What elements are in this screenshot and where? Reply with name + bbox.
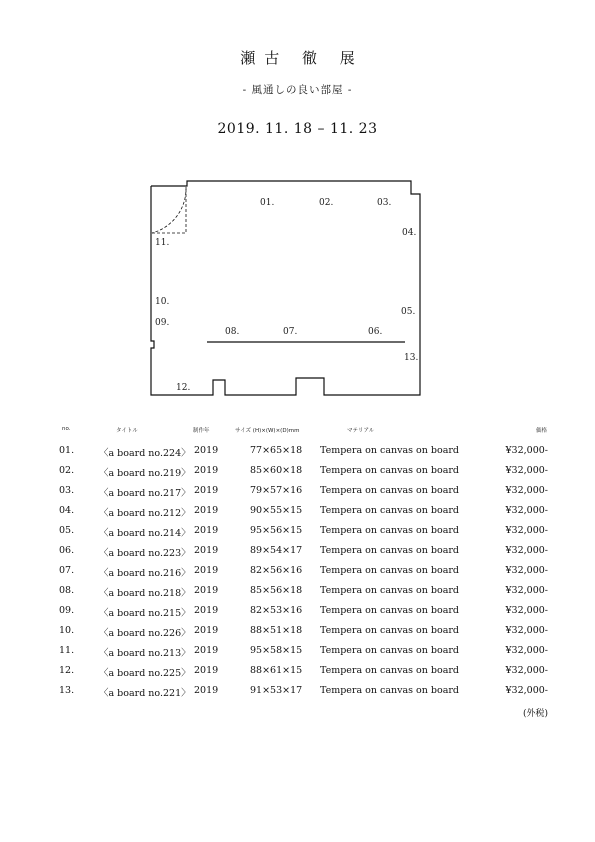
header-price: 価格 (535, 428, 547, 434)
header-title: タイトル (116, 428, 138, 434)
row-title: 〈a board no.221〉 (99, 688, 191, 699)
row-title: 〈a board no.223〉 (99, 548, 191, 559)
row-material: Tempera on canvas on board (320, 625, 459, 636)
table-row (0, 465, 595, 481)
table-row (0, 525, 595, 541)
row-year: 2019 (194, 505, 219, 516)
row-price: ¥32,000- (505, 505, 548, 516)
row-title: 〈a board no.213〉 (99, 648, 191, 659)
door-frame (152, 187, 186, 233)
plan-label-07: 07. (283, 327, 298, 337)
row-no: 12. (59, 665, 75, 676)
row-title: 〈a board no.225〉 (99, 668, 191, 679)
row-price: ¥32,000- (505, 545, 548, 556)
row-material: Tempera on canvas on board (320, 465, 459, 476)
row-title: 〈a board no.224〉 (99, 448, 191, 459)
row-no: 13. (59, 685, 75, 696)
row-title: 〈a board no.216〉 (99, 568, 191, 579)
table-row (0, 505, 595, 521)
row-year: 2019 (194, 565, 219, 576)
row-no: 05. (59, 525, 75, 536)
row-size: 85×56×18 (250, 585, 303, 596)
row-price: ¥32,000- (505, 445, 548, 456)
table-row (0, 605, 595, 621)
row-no: 03. (59, 485, 75, 496)
row-size: 79×57×16 (250, 485, 303, 496)
table-row (0, 485, 595, 501)
plan-label-02: 02. (319, 198, 334, 208)
exhibition-dates: 2019. 11. 18 – 11. 23 (217, 121, 378, 137)
table-row (0, 565, 595, 581)
row-material: Tempera on canvas on board (320, 645, 459, 656)
row-no: 07. (59, 565, 75, 576)
row-size: 77×65×18 (250, 445, 303, 456)
row-no: 02. (59, 465, 75, 476)
exhibition-subtitle: - 風通しの良い部屋 - (242, 84, 353, 96)
table-row (0, 545, 595, 561)
table-row (0, 665, 595, 681)
row-year: 2019 (194, 485, 219, 496)
plan-label-09: 09. (155, 318, 170, 328)
row-material: Tempera on canvas on board (320, 565, 459, 576)
table-row (0, 585, 595, 601)
table-row (0, 625, 595, 641)
row-year: 2019 (194, 525, 219, 536)
row-year: 2019 (194, 445, 219, 456)
row-no: 06. (59, 545, 75, 556)
tax-note: (外税) (522, 709, 548, 719)
row-material: Tempera on canvas on board (320, 525, 459, 536)
row-material: Tempera on canvas on board (320, 665, 459, 676)
row-size: 95×56×15 (250, 525, 303, 536)
plan-label-11: 11. (155, 238, 170, 248)
table-row (0, 445, 595, 461)
row-size: 91×53×17 (250, 685, 303, 696)
row-year: 2019 (194, 605, 219, 616)
row-price: ¥32,000- (505, 645, 548, 656)
row-title: 〈a board no.215〉 (99, 608, 191, 619)
row-price: ¥32,000- (505, 585, 548, 596)
plan-label-04: 04. (402, 228, 417, 238)
row-price: ¥32,000- (505, 465, 548, 476)
row-material: Tempera on canvas on board (320, 505, 459, 516)
row-title: 〈a board no.212〉 (99, 508, 191, 519)
row-year: 2019 (194, 645, 219, 656)
row-size: 82×53×16 (250, 605, 303, 616)
plan-label-08: 08. (225, 327, 240, 337)
row-year: 2019 (194, 685, 219, 696)
row-title: 〈a board no.218〉 (99, 588, 191, 599)
table-header (0, 426, 595, 442)
row-year: 2019 (194, 665, 219, 676)
row-no: 08. (59, 585, 75, 596)
row-no: 11. (59, 645, 75, 656)
plan-label-06: 06. (368, 327, 383, 337)
row-size: 95×58×15 (250, 645, 303, 656)
plan-label-01: 01. (260, 198, 275, 208)
row-size: 88×61×15 (250, 665, 303, 676)
row-size: 85×60×18 (250, 465, 303, 476)
plan-label-10: 10. (155, 297, 170, 307)
row-no: 01. (59, 445, 75, 456)
plan-label-13: 13. (404, 353, 419, 363)
row-year: 2019 (194, 465, 219, 476)
row-title: 〈a board no.214〉 (99, 528, 191, 539)
row-price: ¥32,000- (505, 605, 548, 616)
row-title: 〈a board no.217〉 (99, 488, 191, 499)
row-no: 09. (59, 605, 75, 616)
plan-label-03: 03. (377, 198, 392, 208)
header-year: 制作年 (193, 428, 210, 434)
row-size: 82×56×16 (250, 565, 303, 576)
row-price: ¥32,000- (505, 625, 548, 636)
row-material: Tempera on canvas on board (320, 585, 459, 596)
row-price: ¥32,000- (505, 565, 548, 576)
row-material: Tempera on canvas on board (320, 605, 459, 616)
row-size: 90×55×15 (250, 505, 303, 516)
header-size: サイズ (H)×(W)×(D)mm (235, 428, 300, 434)
row-price: ¥32,000- (505, 665, 548, 676)
plan-label-12: 12. (176, 383, 191, 393)
row-material: Tempera on canvas on board (320, 685, 459, 696)
table-row (0, 685, 595, 701)
row-price: ¥32,000- (505, 685, 548, 696)
row-size: 88×51×18 (250, 625, 303, 636)
exhibition-title: 瀬古 徹 展 (240, 49, 364, 67)
row-no: 04. (59, 505, 75, 516)
header-material: マテリアル (347, 428, 375, 434)
row-material: Tempera on canvas on board (320, 485, 459, 496)
door-swing (152, 187, 186, 233)
plan-label-05: 05. (401, 307, 416, 317)
header-no: no. (62, 426, 71, 432)
row-material: Tempera on canvas on board (320, 445, 459, 456)
row-material: Tempera on canvas on board (320, 545, 459, 556)
floor-plan-walls (151, 181, 420, 395)
row-year: 2019 (194, 585, 219, 596)
row-price: ¥32,000- (505, 525, 548, 536)
row-price: ¥32,000- (505, 485, 548, 496)
table-row (0, 645, 595, 661)
row-year: 2019 (194, 545, 219, 556)
row-size: 89×54×17 (250, 545, 303, 556)
row-title: 〈a board no.226〉 (99, 628, 191, 639)
row-title: 〈a board no.219〉 (99, 468, 191, 479)
row-no: 10. (59, 625, 75, 636)
row-year: 2019 (194, 625, 219, 636)
